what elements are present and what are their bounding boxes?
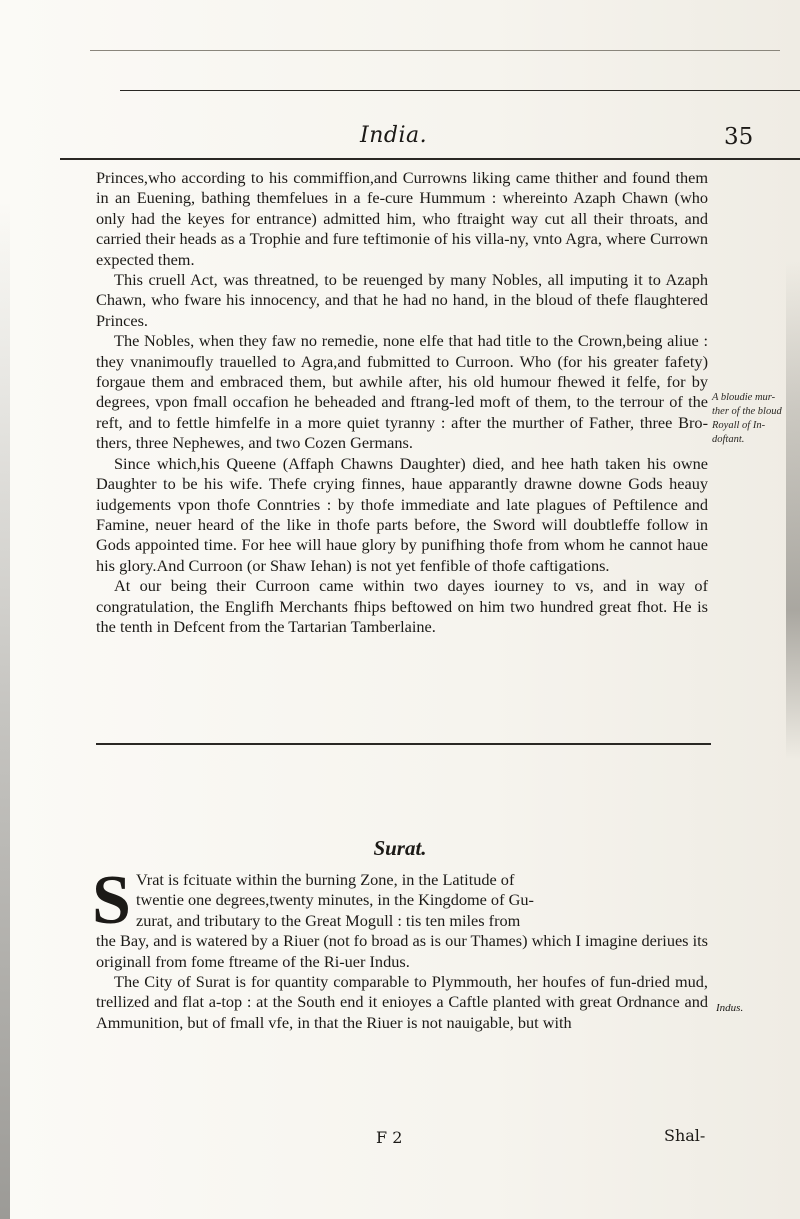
bleed-through-shadow — [786, 260, 800, 760]
marginal-note-line: doftant. — [712, 434, 745, 445]
dropcap-line: Vrat is fcituate within the burning Zone, in the Latitude of — [136, 870, 515, 889]
top-edge-rule-lower — [120, 90, 800, 91]
section-text-block — [96, 870, 708, 1033]
signature-mark: F 2 — [376, 1128, 403, 1147]
dropcap-line: twentie one degrees,twenty minutes, in the Kingdome of Gu- — [136, 890, 534, 910]
paragraph: The Nobles, when they faw no remedie, none elfe that had title to the Crown,being aliue : they vnanimoufly trauelled to Agra,and fubmitted to Curroon. Who (for his greater fafety) forgaue them and embraced them, but awhile after, his old humour fhewed it felfe, for by degrees, vpon fmall occafion he beheaded and ftrang-led moft of them, to the terrour of the reft, and to fettle himfelfe in a more quiet tyranny : after the murther of Father, three Bro-thers, three Nephewes, and two Cozen Germans. — [96, 331, 708, 453]
marginal-note-indus: Indus. — [716, 1002, 744, 1014]
marginal-note-line: Royall of In- — [712, 420, 766, 431]
marginal-note-murder — [712, 391, 798, 447]
marginal-note-line: A bloudie mur- — [712, 392, 776, 403]
section-heading: Surat. — [373, 836, 427, 860]
dropcap-line: zurat, and tributary to the Great Mogull : tis ten miles from — [136, 910, 521, 930]
main-text-block — [96, 168, 708, 637]
paragraph: the Bay, and is watered by a Riuer (not fo broad as is our Thames) which I imagine deriues its originall from fome ftreame of the Ri-uer Indus. — [96, 931, 708, 971]
section-rule — [96, 743, 711, 745]
paragraph: This cruell Act, was threatned, to be reuenged by many Nobles, all imputing it to Azaph Chawn, who fware his innocency, and that he had no hand, in the bloud of thefe flaughtered Princes. — [96, 270, 708, 330]
paragraph: Princes,who according to his commiffion,and Currowns liking came thither and found them in an Euening, bathing themfelues in a fe-cure Hummum : whereinto Azaph Chawn (who only had the keyes for entrance) admitted him, who ftraight way cut all their throats, and carried their heads as a Trophie and fure teftimonie of his villa-ny, vnto Agra, where Currown expected them. — [96, 168, 708, 269]
header-rule — [60, 158, 800, 160]
marginal-note-line: ther of the bloud — [712, 406, 782, 417]
top-edge-rule — [90, 50, 780, 51]
paragraph: At our being their Curroon came within two dayes iourney to vs, and in way of congratulation, the Englifh Merchants fhips beftowed on him two hundred great fhot. He is the tenth in Defcent from the Tartarian Tamberlaine. — [96, 576, 708, 636]
running-head: India. — [360, 123, 428, 148]
catchword: Shal- — [664, 1126, 706, 1145]
drop-capital: S — [92, 862, 131, 939]
paragraph: The City of Surat is for quantity comparable to Plymmouth, her houfes of fun-dried mud, trellized and flat a-top : at the South end it enioyes a Caftle planted with great Ordnance and Ammunition, but of fmall vfe, in that the Riuer is not nauigable, but with — [96, 972, 708, 1032]
page-edge-shadow — [0, 200, 10, 1219]
paragraph: Since which,his Queene (Affaph Chawns Daughter) died, and hee hath taken his owne Daughter to be his wife. Thefe crying finnes, haue apparantly drawne downe Gods heauy iudgements vpon thofe Conntries : by thofe immediate and late plagues of Peftilence and Famine, neuer heard of the like in thofe parts before, the Sword will doubtleffe follow in Gods appointed time. For hee will haue glory by punifhing thofe from whom he cannot haue his glory.And Curroon (or Shaw Iehan) is not yet fenfible of thofe caftigations. — [96, 453, 708, 575]
page-number: 35 — [724, 124, 754, 150]
